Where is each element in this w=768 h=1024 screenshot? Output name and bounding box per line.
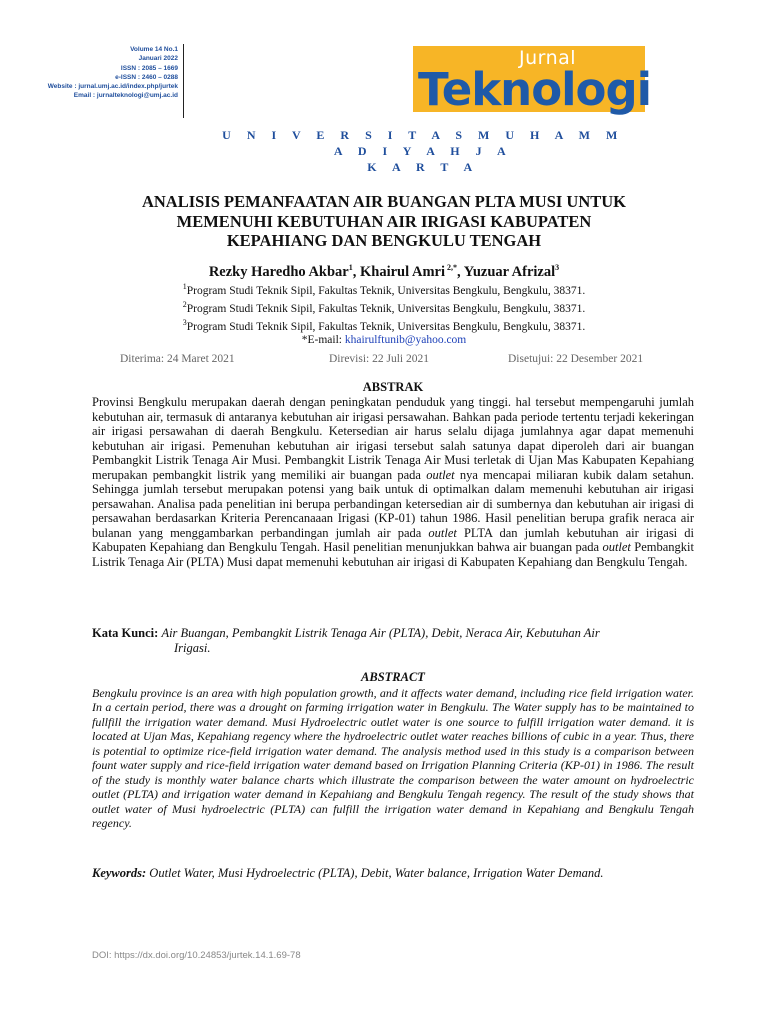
date-revised: Direvisi: 22 Juli 2021 — [329, 353, 429, 365]
author-1-sup: 1 — [348, 263, 353, 272]
issue-month: Januari 2022 — [138, 55, 178, 63]
journal-info — [0, 45, 178, 101]
date-accepted: Disetujui: 22 Desember 2021 — [508, 353, 644, 365]
kata-kunci-line-2: Irigasi. — [174, 641, 211, 655]
keywords — [92, 866, 694, 881]
abstrak-text: nya mencapai miliaran kubik dalam setahun. Sehingga jumlah tersebut merupakan potensi yang baik untuk di optimalkan dalam memenuhi kebutuhan air irigasi persawahan. Analisa pada penelitian ini berupa perbandingan ketersedian air di sumbernya dan kebutuhan air irigasi di persawahan berdasarkan Kriteria Perencanaaan Irigasi (KP-01) tahun 1986. Hasil penelitian berupa grafik neraca air bulanan yang menggambarkan perbandingan jumlah air pada — [92, 467, 694, 540]
abstrak-italic: outlet — [602, 540, 631, 555]
abstrak-text: Pembangkit Listrik Tenaga Air (PLTA) Musi dapat memenuhi kebutuhan air irigasi di Kabupaten Kepahiang dan Bengkulu Tengah. — [92, 540, 694, 570]
affiliation-2 — [100, 298, 668, 316]
abstrak-text: PLTA dan jumlah kebutuhan air irigasi di Kabupaten Kepahiang dan Bengkulu Tengah. Hasil penelitian menunjukkan bahwa air buangan pada — [92, 525, 694, 555]
abstrak-italic: outlet — [428, 525, 457, 540]
abstrak-body — [92, 395, 694, 570]
email-prefix: *E-mail: — [301, 334, 345, 347]
affiliation-text: Program Studi Teknik Sipil, Fakultas Teknik, Universitas Bengkulu, Bengkulu, 38371. — [186, 320, 586, 333]
volume-info: Volume 14 No.1 — [130, 46, 178, 53]
abstrak-italic: outlet — [426, 467, 455, 482]
email-link[interactable]: khairulftunib@yahoo.com — [344, 334, 467, 347]
keywords-text: Outlet Water, Musi Hydroelectric (PLTA), Debit, Water balance, Irrigation Water Demand. — [149, 866, 604, 880]
affiliation-text: Program Studi Teknik Sipil, Fakultas Teknik, Universitas Bengkulu, Bengkulu, 38371. — [186, 284, 586, 297]
date-received: Diterima: 24 Maret 2021 — [120, 353, 235, 365]
journal-website[interactable]: Website : jurnal.umj.ac.id/index.php/jurtek — [47, 83, 178, 91]
kata-kunci-line-1: Air Buangan, Pembangkit Listrik Tenaga Air (PLTA), Debit, Neraca Air, Kebutuhan Air — [161, 626, 600, 640]
author-list — [100, 263, 668, 281]
logo-small-text: Jurnal — [519, 47, 577, 69]
abstract-heading: ABSTRACT — [361, 670, 425, 684]
kata-kunci — [92, 626, 694, 656]
author-2: Khairul Amri — [360, 263, 445, 280]
journal-email[interactable]: Email : jurnalteknologi@umj.ac.id — [73, 92, 178, 100]
author-3: Yuzuar Afrizal — [463, 263, 556, 280]
author-1: Rezky Haredho Akbar — [208, 263, 349, 280]
affiliation-sup: 3 — [182, 317, 187, 327]
doi-link[interactable]: DOI: https://dx.doi.org/10.24853/jurtek.14.1.69-78 — [92, 950, 301, 961]
affiliations — [100, 280, 668, 347]
university-line-1: U N I V E R S I T A S M U H A M M A D I Y A H J A — [222, 128, 624, 158]
issn: ISSN : 2085 – 1669 — [120, 64, 178, 72]
author-separator: , — [457, 263, 464, 280]
author-3-sup: 3 — [555, 263, 560, 272]
header-divider — [183, 44, 184, 118]
university-name — [218, 127, 628, 175]
affiliation-sup: 1 — [182, 282, 187, 291]
author-separator: , — [352, 263, 360, 280]
title-line-1: ANALISIS PEMANFAATAN AIR BUANGAN PLTA MUSI UNTUK — [141, 192, 627, 211]
title-line-3: KEPAHIANG DAN BENGKULU TENGAH — [226, 231, 542, 250]
affiliation-3 — [100, 316, 668, 334]
paper-title — [100, 192, 668, 251]
affiliation-sup: 2 — [182, 299, 187, 309]
affiliation-1 — [100, 280, 668, 298]
eissn: e-ISSN : 2460 – 0288 — [115, 73, 178, 81]
author-2-sup: 2,* — [445, 263, 457, 272]
keywords-label: Keywords: — [92, 866, 147, 880]
abstrak-text: Provinsi Bengkulu merupakan daerah dengan peningkatan penduduk yang tinggi. hal tersebut mempengaruhi jumlah kebutuhan air, termasuk di antaranya kebutuhan air irigasi persawahan. Bahkan pada periode tertentu terjadi kekeringan air irigasi persawahan di daerah Bengkulu. Ketersedian air harus selalu dijaga jumlahnya agar dapat memenuhi kebutuhan air irigasi. Pemenuhan kebutuhan air irigasi tersebut salah satunya dapat diperoleh dari air buangan Pembangkit Listrik Tenaga Air Musi. Pembangkit Listrik Tenaga Air Musi terletak di Ujan Mas Kabupaten Kepahiang merupakan pembangkit listrik yang memiliki air buangan pada — [92, 395, 694, 482]
kata-kunci-label: Kata Kunci: — [92, 626, 159, 640]
corresponding-email — [100, 333, 668, 347]
title-line-2: MEMENUHI KEBUTUHAN AIR IRIGASI KABUPATEN — [176, 211, 592, 231]
logo-big-text: Teknologi — [418, 63, 652, 116]
abstract-body: Bengkulu province is an area with high population growth, and it affects water demand, including rice field irrigation water. In a certain period, there was a drought on farming irrigation water in Bengkulu. The Water supply has to be maintained to fullfill the irrigation water demand. Musi Hydroelectric outlet water is one source to fulfill irrigation water demand. it is located at Ujan Mas, Kepahiang regency where the hydroelectric outlet water reaches billions of cubic in a year. Thus, there is potential to optimize rice-field irrigation water demand. The analysis method used in this study is a comparison between fount water supply and rice-field irrigation water demand based on Irrigation Planning Criteria (KP-01) in 1986. The result of the study is monthly water balance charts which illustrate the comparison between the water amount on hydroelectric outlet (PLTA) and irrigation water demand in Kepahiang and Bengkulu Tengah regency. The result of the study shows that outlet water of Musi hydroelectric (PLTA) can fulfill the irrigation water demand in Kepahiang and Bengkulu Tengah regency. — [92, 686, 694, 831]
abstrak-heading: ABSTRAK — [362, 380, 424, 394]
university-line-2: K A R T A — [367, 160, 479, 174]
affiliation-text: Program Studi Teknik Sipil, Fakultas Teknik, Universitas Bengkulu, Bengkulu, 38371. — [186, 302, 586, 315]
